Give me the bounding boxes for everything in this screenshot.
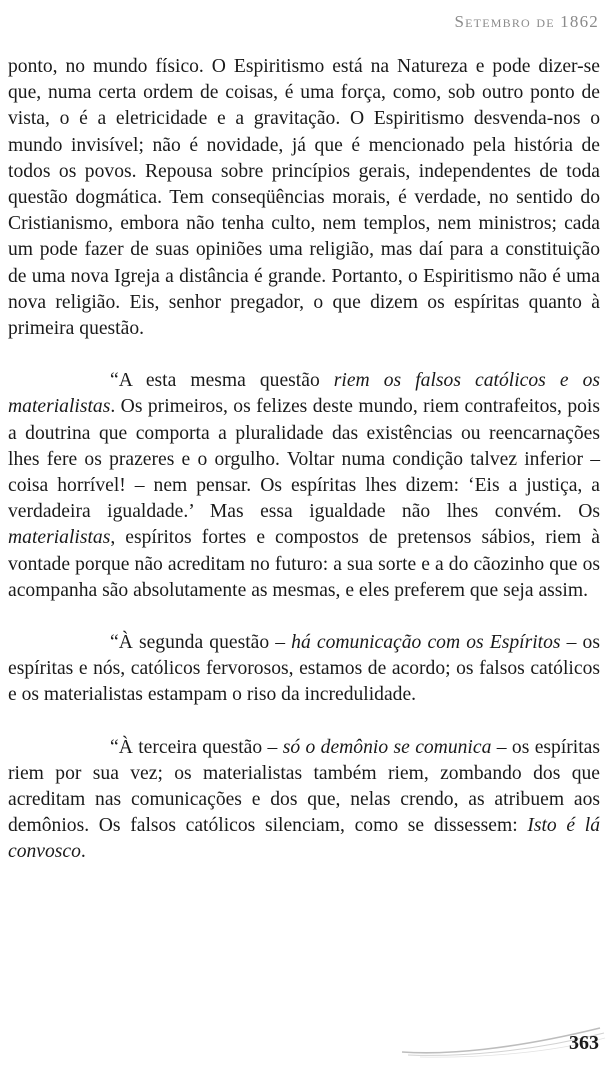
italic-run: Isto é lá convosco xyxy=(8,815,600,863)
italic-run: riem os falsos católicos e os materialistas xyxy=(8,370,600,418)
italic-run: só o demônio se comunica xyxy=(282,736,492,758)
text-run: “A esta mesma questão xyxy=(110,370,334,392)
page-number: 363 xyxy=(569,1032,599,1054)
text-run: . xyxy=(80,841,86,863)
text-run: “À terceira questão – xyxy=(110,736,283,758)
italic-run: materialistas xyxy=(8,527,111,549)
page-footer xyxy=(400,1022,607,1062)
text-run: ponto, no mundo físico. O Espiritismo está na Natureza e pode dizer-se que, numa certa ordem de coisas, é uma força, como, sob outro ponto de vista, o é a eletricidade e a gravitação. O Espiritismo desvenda-nos o mundo invisível; não é novidade, já que é mencionado pela história de todos os povos. Repousa sobre princípios gerais, independentes de toda questão dogmática. Tem conseqüências morais, é verdade, no sentido do Cristianismo, embora não tenha culto, nem templos, nem ministros; cada um pode fazer de suas opiniões uma religião, mas daí para a constituição de uma nova Igreja a distância é grande. Portanto, o Espiritismo não é uma nova religião. Eis, senhor pregador, o que dizem os espíritas quanto à primeira questão. xyxy=(8,56,600,340)
text-run: . Os primeiros, os felizes deste mundo, riem contrafeitos, pois a doutrina que comporta a pluralidade das existências ou reencarnações lhes fere os prazeres e o orgulho. Voltar numa condição talvez inferior – coisa horrível! – nem pensar. Os espíritas lhes dizem: ‘Eis a justiça, a verdadeira igualdade.’ Mas essa igualdade não lhes convém. Os xyxy=(8,396,600,523)
paragraph-4 xyxy=(8,735,600,866)
text-run: – os espíritas e nós, católicos fervorosos, estamos de acordo; os falsos católicos e os materialistas estampam o riso da incredulidade. xyxy=(8,632,600,706)
paragraph-1 xyxy=(8,54,600,342)
text-run: , espíritos fortes e compostos de pretensos sábios, riem à vontade porque não acreditam no futuro: a sua sorte e a do cãozinho que os acompanha são absolutamente as mesmas, e eles preferem que seja assim. xyxy=(8,527,600,601)
text-run: “À segunda questão – xyxy=(110,632,292,654)
italic-run: há comunicação com os Espíritos xyxy=(291,632,561,654)
paragraph-2 xyxy=(8,368,600,604)
running-header: Setembro de 1862 xyxy=(454,12,599,31)
body-text xyxy=(8,54,600,866)
paragraph-3 xyxy=(8,630,600,709)
text-run: – os espíritas riem por sua vez; os materialistas também riem, zombando dos que acreditam nas comunicações e dos que, nelas crendo, as atribuem aos demônios. Os falsos católicos silenciam, como se dissessem: xyxy=(8,736,600,837)
